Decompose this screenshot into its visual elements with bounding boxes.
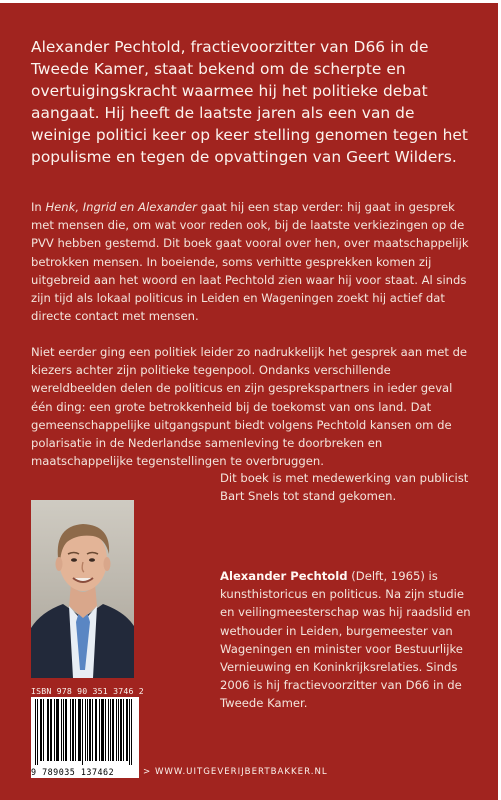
author-bio-text: (Delft, 1965) is kunsthistoricus en politicus. Na zijn studie en veilingmeesterschap was hij raadslid en wethouder in Leiden, burgemeester van Wageningen en minister voor Bestuurlijke Vernieuwing en Koninkrijksrelaties. Sinds 2006 is hij fractievoorzitter van D66 in de Tweede Kamer. bbox=[220, 569, 471, 711]
barcode-bar bbox=[61, 699, 62, 761]
barcode-bar bbox=[82, 699, 83, 765]
author-portrait-illustration bbox=[31, 500, 134, 678]
barcode-bar bbox=[57, 699, 58, 761]
barcode-bar bbox=[48, 699, 49, 761]
barcode-bar bbox=[110, 699, 111, 761]
publisher-website[interactable] bbox=[143, 767, 328, 777]
barcode-digits bbox=[31, 766, 139, 778]
barcode-bar bbox=[96, 699, 97, 761]
barcode-bar bbox=[63, 699, 64, 761]
author-photo bbox=[31, 500, 134, 678]
barcode-bar bbox=[129, 699, 130, 765]
barcode-bar bbox=[103, 699, 104, 761]
barcode-bar bbox=[126, 699, 127, 761]
barcode-bar bbox=[47, 699, 48, 761]
barcode-bar bbox=[90, 699, 91, 761]
barcode-bar bbox=[123, 699, 124, 761]
barcode-number: 9 789035 137462 bbox=[31, 767, 115, 777]
barcode-bar bbox=[73, 699, 74, 761]
barcode-bar bbox=[108, 699, 109, 761]
barcode-bar bbox=[116, 699, 117, 761]
top-edge bbox=[0, 0, 501, 3]
barcode-bar bbox=[72, 699, 73, 761]
barcode-bar bbox=[54, 699, 55, 761]
barcode-bar bbox=[66, 699, 67, 761]
barcode-bar bbox=[78, 699, 79, 761]
barcode-bar bbox=[70, 699, 71, 761]
barcode-bar bbox=[121, 699, 122, 761]
barcode-bar bbox=[127, 699, 128, 761]
barcode-bar bbox=[101, 699, 102, 761]
barcode-bar bbox=[51, 699, 52, 761]
barcode-bar bbox=[113, 699, 114, 761]
isbn-label: ISBN 978 90 351 3746 2 bbox=[31, 686, 144, 696]
paragraph-collaboration: Dit boek is met medewerking van publicist Bart Snels tot stand gekomen. bbox=[220, 471, 469, 504]
barcode-bar bbox=[118, 699, 119, 761]
barcode bbox=[31, 697, 139, 777]
barcode-bar bbox=[35, 699, 36, 765]
paragraph-dialogue: Niet eerder ging een politiek leider zo nadrukkelijk het gesprek aan met de kiezers achter zijn politieke tegenpool. Ondanks verschillende wereldbeelden delen de politicus en zijn gesprekspartners in ieder geval één ding: een grote betrokkenheid bij de toekomst van ons land. Dat gemeenschappelijke uitgangspunt biedt volgens Pechtold kansen om de polarisatie in de Nederlandse samenleving te doorbreken en maatschappelijke tegenstellingen te overbruggen. bbox=[31, 345, 468, 469]
author-bio bbox=[220, 567, 475, 713]
paragraph-prefix: In bbox=[31, 200, 46, 214]
intro-paragraph: Alexander Pechtold, fractievoorzitter van D66 in de Tweede Kamer, staat bekend om de scherpte en overtuigingskracht waarmee hij het politieke debat aangaat. Hij heeft de laatste jaren als een van de weinige politici keer op keer stelling genomen tegen het populisme en tegen de opvattingen van Geert Wilders. bbox=[31, 38, 469, 166]
barcode-bar bbox=[41, 699, 42, 761]
barcode-bar bbox=[89, 699, 90, 761]
barcode-bars bbox=[31, 697, 139, 767]
barcode-bar bbox=[131, 699, 132, 765]
barcode-bar bbox=[105, 699, 106, 761]
barcode-bar bbox=[99, 699, 100, 761]
paragraph-book-description bbox=[31, 198, 471, 325]
barcode-bar bbox=[80, 699, 81, 761]
book-title: Henk, Ingrid en Alexander bbox=[45, 200, 197, 214]
barcode-bar bbox=[75, 699, 76, 761]
barcode-bar bbox=[92, 699, 93, 761]
barcode-bar bbox=[112, 699, 113, 761]
author-name: Alexander Pechtold bbox=[220, 569, 348, 583]
barcode-bar bbox=[50, 699, 51, 761]
barcode-bar bbox=[58, 699, 59, 761]
barcode-bar bbox=[43, 699, 44, 761]
barcode-bar bbox=[102, 699, 103, 761]
barcode-bar bbox=[85, 699, 86, 761]
barcode-bar bbox=[95, 699, 96, 761]
barcode-arrow: > bbox=[143, 767, 152, 777]
website-url[interactable]: WWW.UITGEVERIJBERTBAKKER.NL bbox=[154, 767, 328, 777]
barcode-bar bbox=[37, 699, 38, 765]
paragraph-rest: gaat hij een stap verder: hij gaat in gesprek met mensen die, om wat voor reden ook, bij de laatste verkiezingen op de PVV hebben gestemd. Dit boek gaat vooral over hen, over maatschappelijk betrokken mensen. In boeiende, soms verhitte gesprekken komen zij uitgebreid aan het woord en laat Pechtold zien waar hij voor staat. Al sinds zijn tijd als lokaal politicus in Leiden en Wageningen zoekt hij actief dat directe contact met mensen. bbox=[31, 200, 469, 324]
barcode-bar bbox=[40, 699, 41, 761]
barcode-bar bbox=[79, 699, 80, 761]
barcode-bar bbox=[87, 699, 88, 761]
barcode-bar bbox=[65, 699, 66, 761]
barcode-bar bbox=[56, 699, 57, 761]
barcode-bar bbox=[120, 699, 121, 761]
